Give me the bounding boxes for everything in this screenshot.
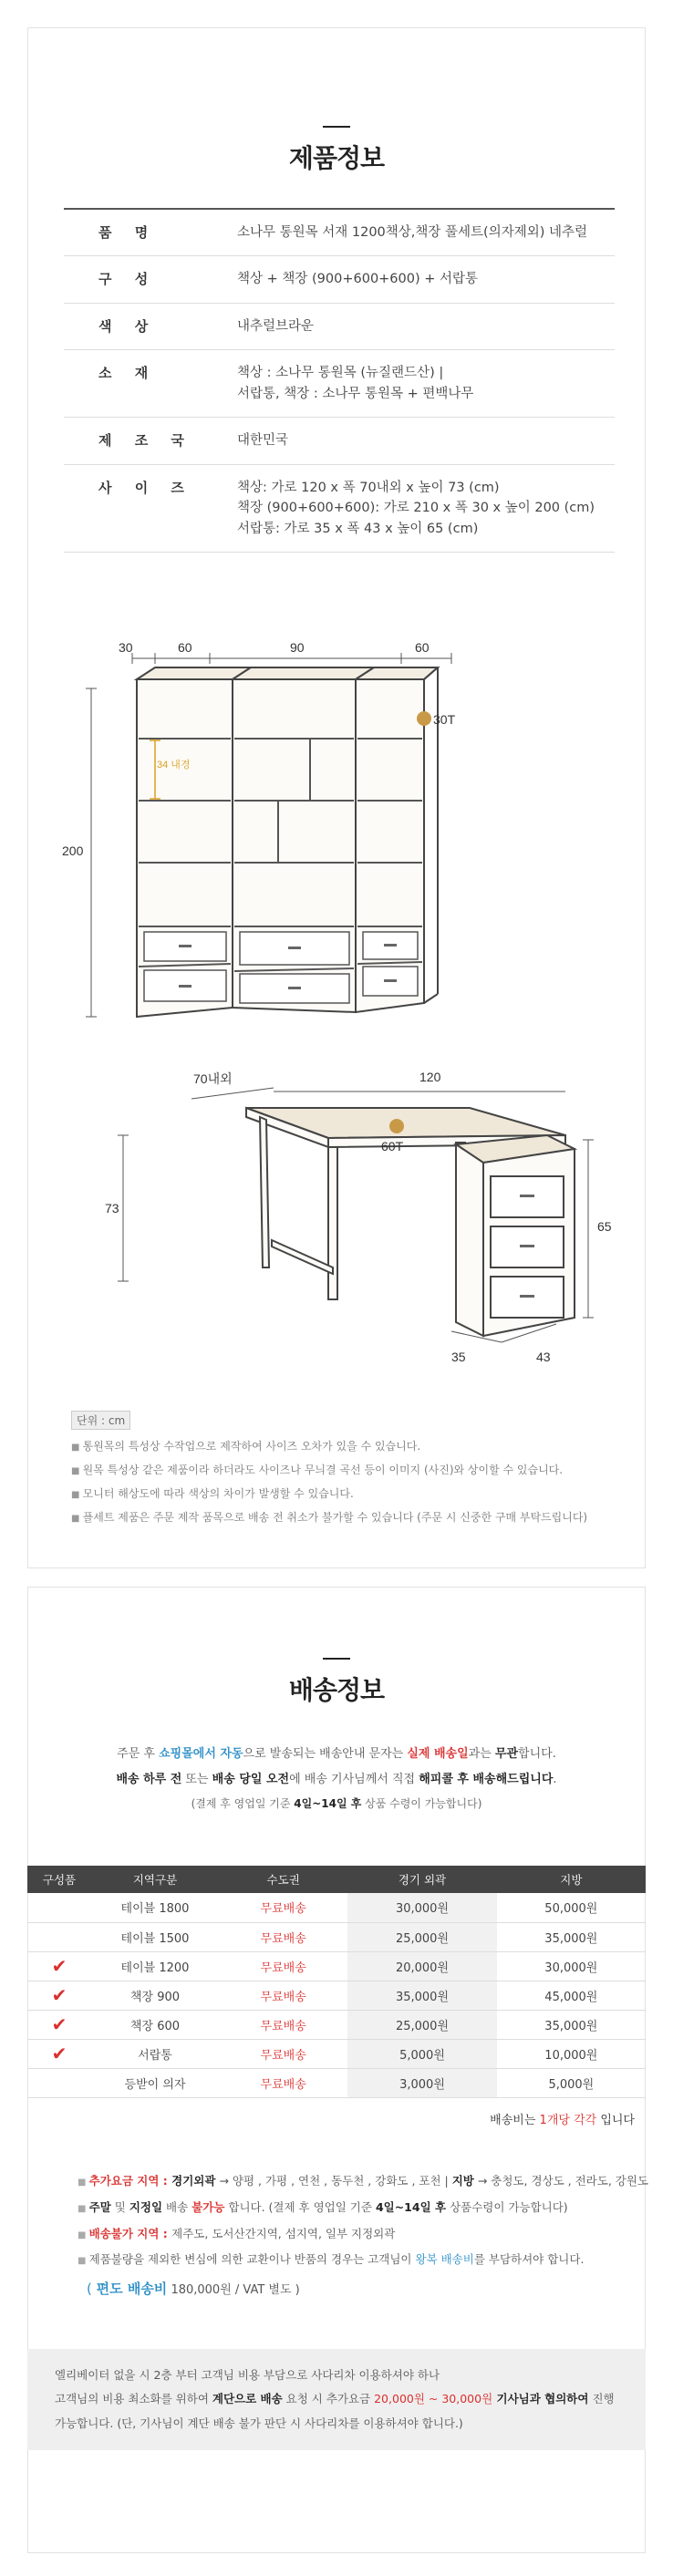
item-name: 책장 600	[91, 2010, 219, 2039]
check-mark: ✔	[27, 2039, 91, 2068]
outer-fee: 30,000원	[347, 1893, 496, 1922]
spec-value-line: 책상 + 책장 (900+600+600) + 서랍통	[237, 272, 479, 287]
spec-value	[237, 418, 615, 463]
note-item: ■ 모니터 해상도에 따라 색상의 차이가 발생할 수 있습니다.	[71, 1488, 618, 1500]
local-fee: 35,000원	[497, 1922, 646, 1951]
item-name: 책장 900	[91, 1981, 219, 2010]
spec-value-line: 책상 : 소나무 통원목 (뉴질랜드산) |	[237, 366, 444, 381]
spec-value-line: 서랍통, 책장 : 소나무 통원목 + 편백나무	[237, 386, 474, 401]
table-row	[27, 1981, 646, 2010]
spec-value-line: 책장 (900+600+600): 가로 210 x 폭 30 x 높이 200 (cm)	[237, 501, 595, 516]
shipping-fee-footnote: 배송비는 1개당 각각 입니다	[490, 2114, 635, 2127]
desk-thick-label: 60T	[381, 1139, 404, 1154]
thickness-marker-shelf	[417, 711, 431, 726]
note-unavailable-region: ■ 배송불가 지역 : 제주도, 도서산간지역, 섬지역, 일부 지정외곽	[78, 2221, 643, 2248]
cab-depth-label: 43	[536, 1350, 551, 1364]
product-title-block	[0, 126, 673, 175]
spec-label: 사 이 즈	[98, 479, 193, 496]
spec-value	[237, 350, 615, 417]
local-fee: 35,000원	[497, 2010, 646, 2039]
spec-row	[64, 465, 615, 553]
desk-depth-label: 70내외	[193, 1071, 233, 1086]
table-row	[27, 1922, 646, 1951]
metro-fee: 무료배송	[219, 2039, 347, 2068]
local-fee: 45,000원	[497, 1981, 646, 2010]
spec-row	[64, 304, 615, 350]
note-item: ■ 통원목의 특성상 수작업으로 제작하여 사이즈 오차가 있을 수 있습니다.	[71, 1441, 618, 1453]
table-row	[27, 2010, 646, 2039]
thickness-marker-desk	[389, 1119, 404, 1133]
shipping-title: 배송정보	[288, 1675, 385, 1705]
intro-line-3: (결제 후 영업일 기준 4일~14일 후 상품 수령이 가능합니다)	[191, 1796, 482, 1810]
check-mark: ✔	[27, 2010, 91, 2039]
desk-drawing	[246, 1108, 575, 1336]
spec-table	[64, 208, 615, 553]
inner-height-label: 34 내경	[157, 760, 191, 771]
spec-label: 구 성	[98, 271, 158, 288]
intro-line-1: 주문 후 쇼핑몰에서 자동으로 발송되는 배송안내 문자는 실제 배송일과는 무관합니다.	[117, 1747, 556, 1761]
spec-value-line: 소나무 통원목 서재 1200책상,책장 풀세트(의자제외) 네추럴	[237, 225, 588, 240]
box-line-2: 고객님의 비용 최소화를 위하여 계단으로 배송 요청 시 추가요금 20,000원 ~ 30,000원 기사님과 협의하여 진행	[55, 2392, 615, 2406]
dim-200: 200	[62, 843, 84, 858]
note-oneway-fee: ( 편도 배송비 180,000원 / VAT 별도 )	[87, 2281, 300, 2297]
table-header: 지역구분	[91, 1866, 219, 1893]
outer-fee: 3,000원	[347, 2068, 496, 2097]
spec-row	[64, 350, 615, 418]
item-name: 테이블 1800	[91, 1893, 219, 1922]
shelf-thick-label: 30T	[433, 712, 456, 727]
desk-width-label: 120	[419, 1070, 441, 1084]
spec-label: 제 조 국	[98, 432, 193, 450]
table-header: 수도권	[219, 1866, 347, 1893]
outer-fee: 25,000원	[347, 1922, 496, 1951]
stairs-delivery-box	[27, 2349, 646, 2450]
note-item: ■ 원목 특성상 같은 제품이라 하더라도 사이즈나 무늬결 곡선 등이 이미지 (사진)와 상이할 수 있습니다.	[71, 1464, 618, 1476]
spec-label: 품 명	[98, 224, 158, 241]
spec-label: 소 재	[98, 365, 158, 382]
outer-fee: 5,000원	[347, 2039, 496, 2068]
dim-60b: 60	[415, 640, 430, 655]
metro-fee: 무료배송	[219, 1922, 347, 1951]
box-line-3: 가능합니다. (단, 기사님이 계단 배송 불가 판단 시 사다리차를 이용하셔야 합니다.)	[55, 2416, 463, 2430]
metro-fee: 무료배송	[219, 2068, 347, 2097]
item-name: 서랍통	[91, 2039, 219, 2068]
title-bar	[323, 1658, 350, 1660]
check-mark	[27, 2068, 91, 2097]
table-row	[27, 2039, 646, 2068]
shipping-fee-table	[27, 1866, 646, 2098]
note-extra-fee-region: ■ 추가요금 지역 : 경기외곽 → 양평 , 가평 , 연천 , 동두천 , 강화도 , 포천 | 지방 → 충청도, 경상도 , 전라도, 강원도	[78, 2168, 643, 2195]
spec-value	[237, 256, 615, 302]
table-header: 경기 외곽	[347, 1866, 496, 1893]
intro-line-2: 배송 하루 전 또는 배송 당일 오전에 배송 기사님께서 직접 해피콜 후 배송해드립니다.	[116, 1772, 557, 1786]
spec-value-line: 대한민국	[237, 433, 289, 449]
spec-value-line: 책상: 가로 120 x 폭 70내외 x 높이 73 (cm)	[237, 480, 500, 495]
shipping-intro	[0, 1742, 673, 1816]
outer-fee: 20,000원	[347, 1951, 496, 1981]
spec-value	[237, 210, 615, 255]
shipping-notes	[78, 2168, 648, 2305]
shipping-title-block	[0, 1658, 673, 1707]
cab-height-label: 65	[597, 1219, 612, 1234]
note-return: ■ 제품불량을 제외한 변심에 의한 교환이나 반품의 경우는 고객님이 왕복 배송비를 부담하셔야 합니다.	[78, 2247, 643, 2273]
table-row	[27, 2068, 646, 2097]
box-line-1: 엘리베이터 없을 시 2층 부터 고객님 비용 부담으로 사다리차 이용하셔야 하나	[55, 2368, 440, 2382]
title-bar	[323, 126, 350, 128]
spec-row	[64, 210, 615, 256]
spec-label: 색 상	[98, 317, 158, 335]
note-item: ■ 플세트 제품은 주문 제작 품목으로 배송 전 취소가 불가할 수 있습니다 (주문 시 신중한 구매 부탁드립니다)	[71, 1512, 618, 1524]
metro-fee: 무료배송	[219, 1893, 347, 1922]
item-name: 등받이 의자	[91, 2068, 219, 2097]
furniture-diagram	[55, 638, 620, 1386]
spec-row	[64, 256, 615, 303]
spec-value-line: 내추럴브라운	[237, 318, 315, 334]
check-mark: ✔	[27, 1951, 91, 1981]
metro-fee: 무료배송	[219, 1951, 347, 1981]
spec-value-line: 서랍통: 가로 35 x 폭 43 x 높이 65 (cm)	[237, 521, 479, 536]
local-fee: 30,000원	[497, 1951, 646, 1981]
outer-fee: 25,000원	[347, 2010, 496, 2039]
table-row	[27, 1893, 646, 1922]
outer-fee: 35,000원	[347, 1981, 496, 2010]
table-row	[27, 1951, 646, 1981]
spec-value	[237, 465, 615, 552]
table-header: 지방	[497, 1866, 646, 1893]
local-fee: 10,000원	[497, 2039, 646, 2068]
dim-60a: 60	[178, 640, 192, 655]
metro-fee: 무료배송	[219, 2010, 347, 2039]
dim-30: 30	[119, 640, 133, 655]
check-mark: ✔	[27, 1981, 91, 2010]
product-title: 제품정보	[288, 143, 385, 173]
note-weekend: ■ 주말 및 지정일 배송 불가능 합니다. (결제 후 영업일 기준 4일~14일 후 상품수령이 가능합니다)	[78, 2195, 643, 2221]
spec-value	[237, 304, 615, 349]
product-notes	[71, 1441, 618, 1536]
check-mark	[27, 1922, 91, 1951]
item-name: 테이블 1500	[91, 1922, 219, 1951]
table-header: 구성품	[27, 1866, 91, 1893]
spec-row	[64, 418, 615, 464]
cab-width-label: 35	[451, 1350, 466, 1364]
dim-90: 90	[290, 640, 305, 655]
metro-fee: 무료배송	[219, 1981, 347, 2010]
unit-badge: 단위 : cm	[71, 1411, 130, 1430]
desk-height-label: 73	[105, 1201, 119, 1216]
local-fee: 50,000원	[497, 1893, 646, 1922]
item-name: 테이블 1200	[91, 1951, 219, 1981]
check-mark	[27, 1893, 91, 1922]
local-fee: 5,000원	[497, 2068, 646, 2097]
